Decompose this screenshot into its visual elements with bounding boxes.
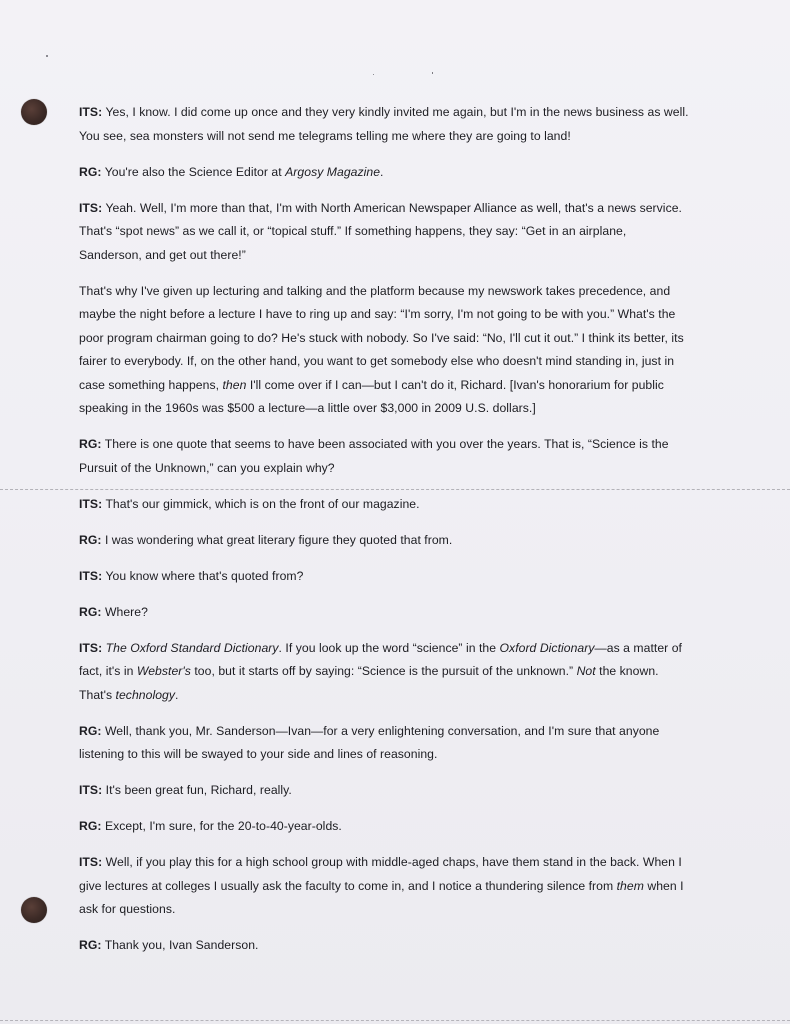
- paragraph-text: Where?: [104, 604, 148, 619]
- italic-text: Oxford Dictionary: [499, 640, 595, 655]
- transcript-paragraph: [79, 565, 689, 589]
- paragraph-text: It's been great fun, Richard, really.: [105, 783, 292, 797]
- scan-speck: [373, 74, 374, 75]
- transcript-paragraph: [79, 720, 689, 767]
- speaker-label: ITS:: [79, 105, 103, 119]
- paragraph-text: That's our gimmick, which is on the front of our magazine.: [105, 496, 420, 511]
- paragraph-text: .: [380, 164, 384, 179]
- transcript-paragraph: [79, 161, 689, 185]
- speaker-label: RG:: [79, 532, 102, 547]
- italic-text: Not: [576, 664, 596, 678]
- punch-hole-top: [21, 99, 47, 125]
- paragraph-text: I was wondering what great literary figure they quoted that from.: [104, 532, 453, 547]
- italic-text: them: [616, 878, 644, 893]
- transcript-paragraph: [79, 637, 689, 708]
- paragraph-text: You know where that's quoted from?: [105, 568, 304, 583]
- speaker-label: RG:: [79, 604, 102, 619]
- paragraph-text: That's why I've given up lecturing and talking and the platform because my newswork takes precedence, and maybe the night before a lecture I have to ring up and say: “I'm sorry, I'm not going to be with you.” What's the poor program chairman going to do? He's stuck with nobody. So I've said: “No, I'll cut it out.” I think its better, its fairer to everybody. If, on the other hand, you want to get somebody else who doesn't mind standing in, just in case something happens,: [79, 283, 684, 392]
- transcript-paragraph: [79, 815, 689, 839]
- transcript-paragraph: [79, 529, 689, 553]
- transcript-paragraph: [79, 493, 689, 517]
- transcript-paragraph: [79, 851, 689, 922]
- italic-text: The Oxford Standard Dictionary: [105, 640, 279, 655]
- paragraph-text: There is one quote that seems to have been associated with you over the years. That is, “Science is the Pursuit of the Unknown,” can you explain why?: [79, 437, 669, 475]
- speaker-label: ITS:: [79, 783, 103, 797]
- transcript-paragraph: [79, 197, 689, 268]
- paragraph-text: too, but it starts off by saying: “Science is the pursuit of the unknown.”: [190, 664, 577, 678]
- paragraph-text: Thank you, Ivan Sanderson.: [104, 938, 259, 952]
- italic-text: Argosy Magazine: [285, 164, 381, 179]
- speaker-label: RG:: [79, 437, 102, 451]
- scan-speck: [46, 55, 48, 57]
- italic-text: technology: [115, 687, 175, 702]
- transcript-paragraph: [79, 779, 689, 803]
- paragraph-text: Except, I'm sure, for the 20-to-40-year-olds.: [104, 819, 342, 833]
- italic-text: then: [222, 377, 247, 392]
- paragraph-text: I'll come over if I can—but I can't do it, Richard. [Ivan's honorarium for public speaking in the 1960s was $500 a lecture—a little over $3,000 in 2009 U.S. dollars.]: [79, 377, 664, 415]
- paragraph-text: when I ask for questions.: [79, 878, 684, 916]
- speaker-label: RG:: [79, 164, 102, 179]
- speaker-label: ITS:: [79, 496, 103, 511]
- speaker-label: ITS:: [79, 568, 103, 583]
- punch-hole-bottom: [21, 897, 47, 923]
- transcript-paragraph: [79, 601, 689, 625]
- speaker-label: RG:: [79, 819, 102, 833]
- paragraph-text: .: [175, 687, 179, 702]
- page-bottom-edge: [0, 1020, 790, 1021]
- transcript-paragraph: [79, 101, 689, 148]
- transcript-paragraph: [79, 934, 689, 958]
- paragraph-text: . If you look up the word “science” in the: [278, 640, 500, 655]
- speaker-label: ITS:: [79, 200, 103, 215]
- paragraph-text: Yes, I know. I did come up once and they very kindly invited me again, but I'm in the news business as well. You see, sea monsters will not send me telegrams telling me where they are going to land!: [79, 105, 689, 143]
- transcript-paragraph: [79, 433, 689, 480]
- speaker-label: RG:: [79, 723, 102, 738]
- paragraph-text: Well, thank you, Mr. Sanderson—Ivan—for a very enlightening conversation, and I'm sure that anyone listening to this will be swayed to your side and lines of reasoning.: [79, 723, 660, 761]
- paragraph-text: Well, if you play this for a high school group with middle-aged chaps, have them stand in the back. When I give lectures at colleges I usually ask the faculty to come in, and I notice a thundering silence from: [79, 855, 682, 893]
- paragraph-text: —as a matter of fact, it's in: [79, 640, 682, 678]
- speaker-label: ITS:: [79, 855, 103, 869]
- scan-speck: [432, 72, 433, 74]
- transcript-body: [79, 101, 689, 970]
- italic-text: Webster's: [136, 664, 191, 678]
- speaker-label: ITS:: [79, 640, 103, 655]
- paragraph-text: Yeah. Well, I'm more than that, I'm with North American Newspaper Alliance as well, that's a news service. That's “spot news” as we call it, or “topical stuff.” If something happens, they say: “Get in an airplane, Sanderson, and get out there!”: [79, 200, 682, 262]
- paragraph-text: You're also the Science Editor at: [104, 164, 286, 179]
- transcript-paragraph: [79, 280, 689, 421]
- speaker-label: RG:: [79, 938, 102, 952]
- paragraph-text: the known. That's: [79, 664, 659, 702]
